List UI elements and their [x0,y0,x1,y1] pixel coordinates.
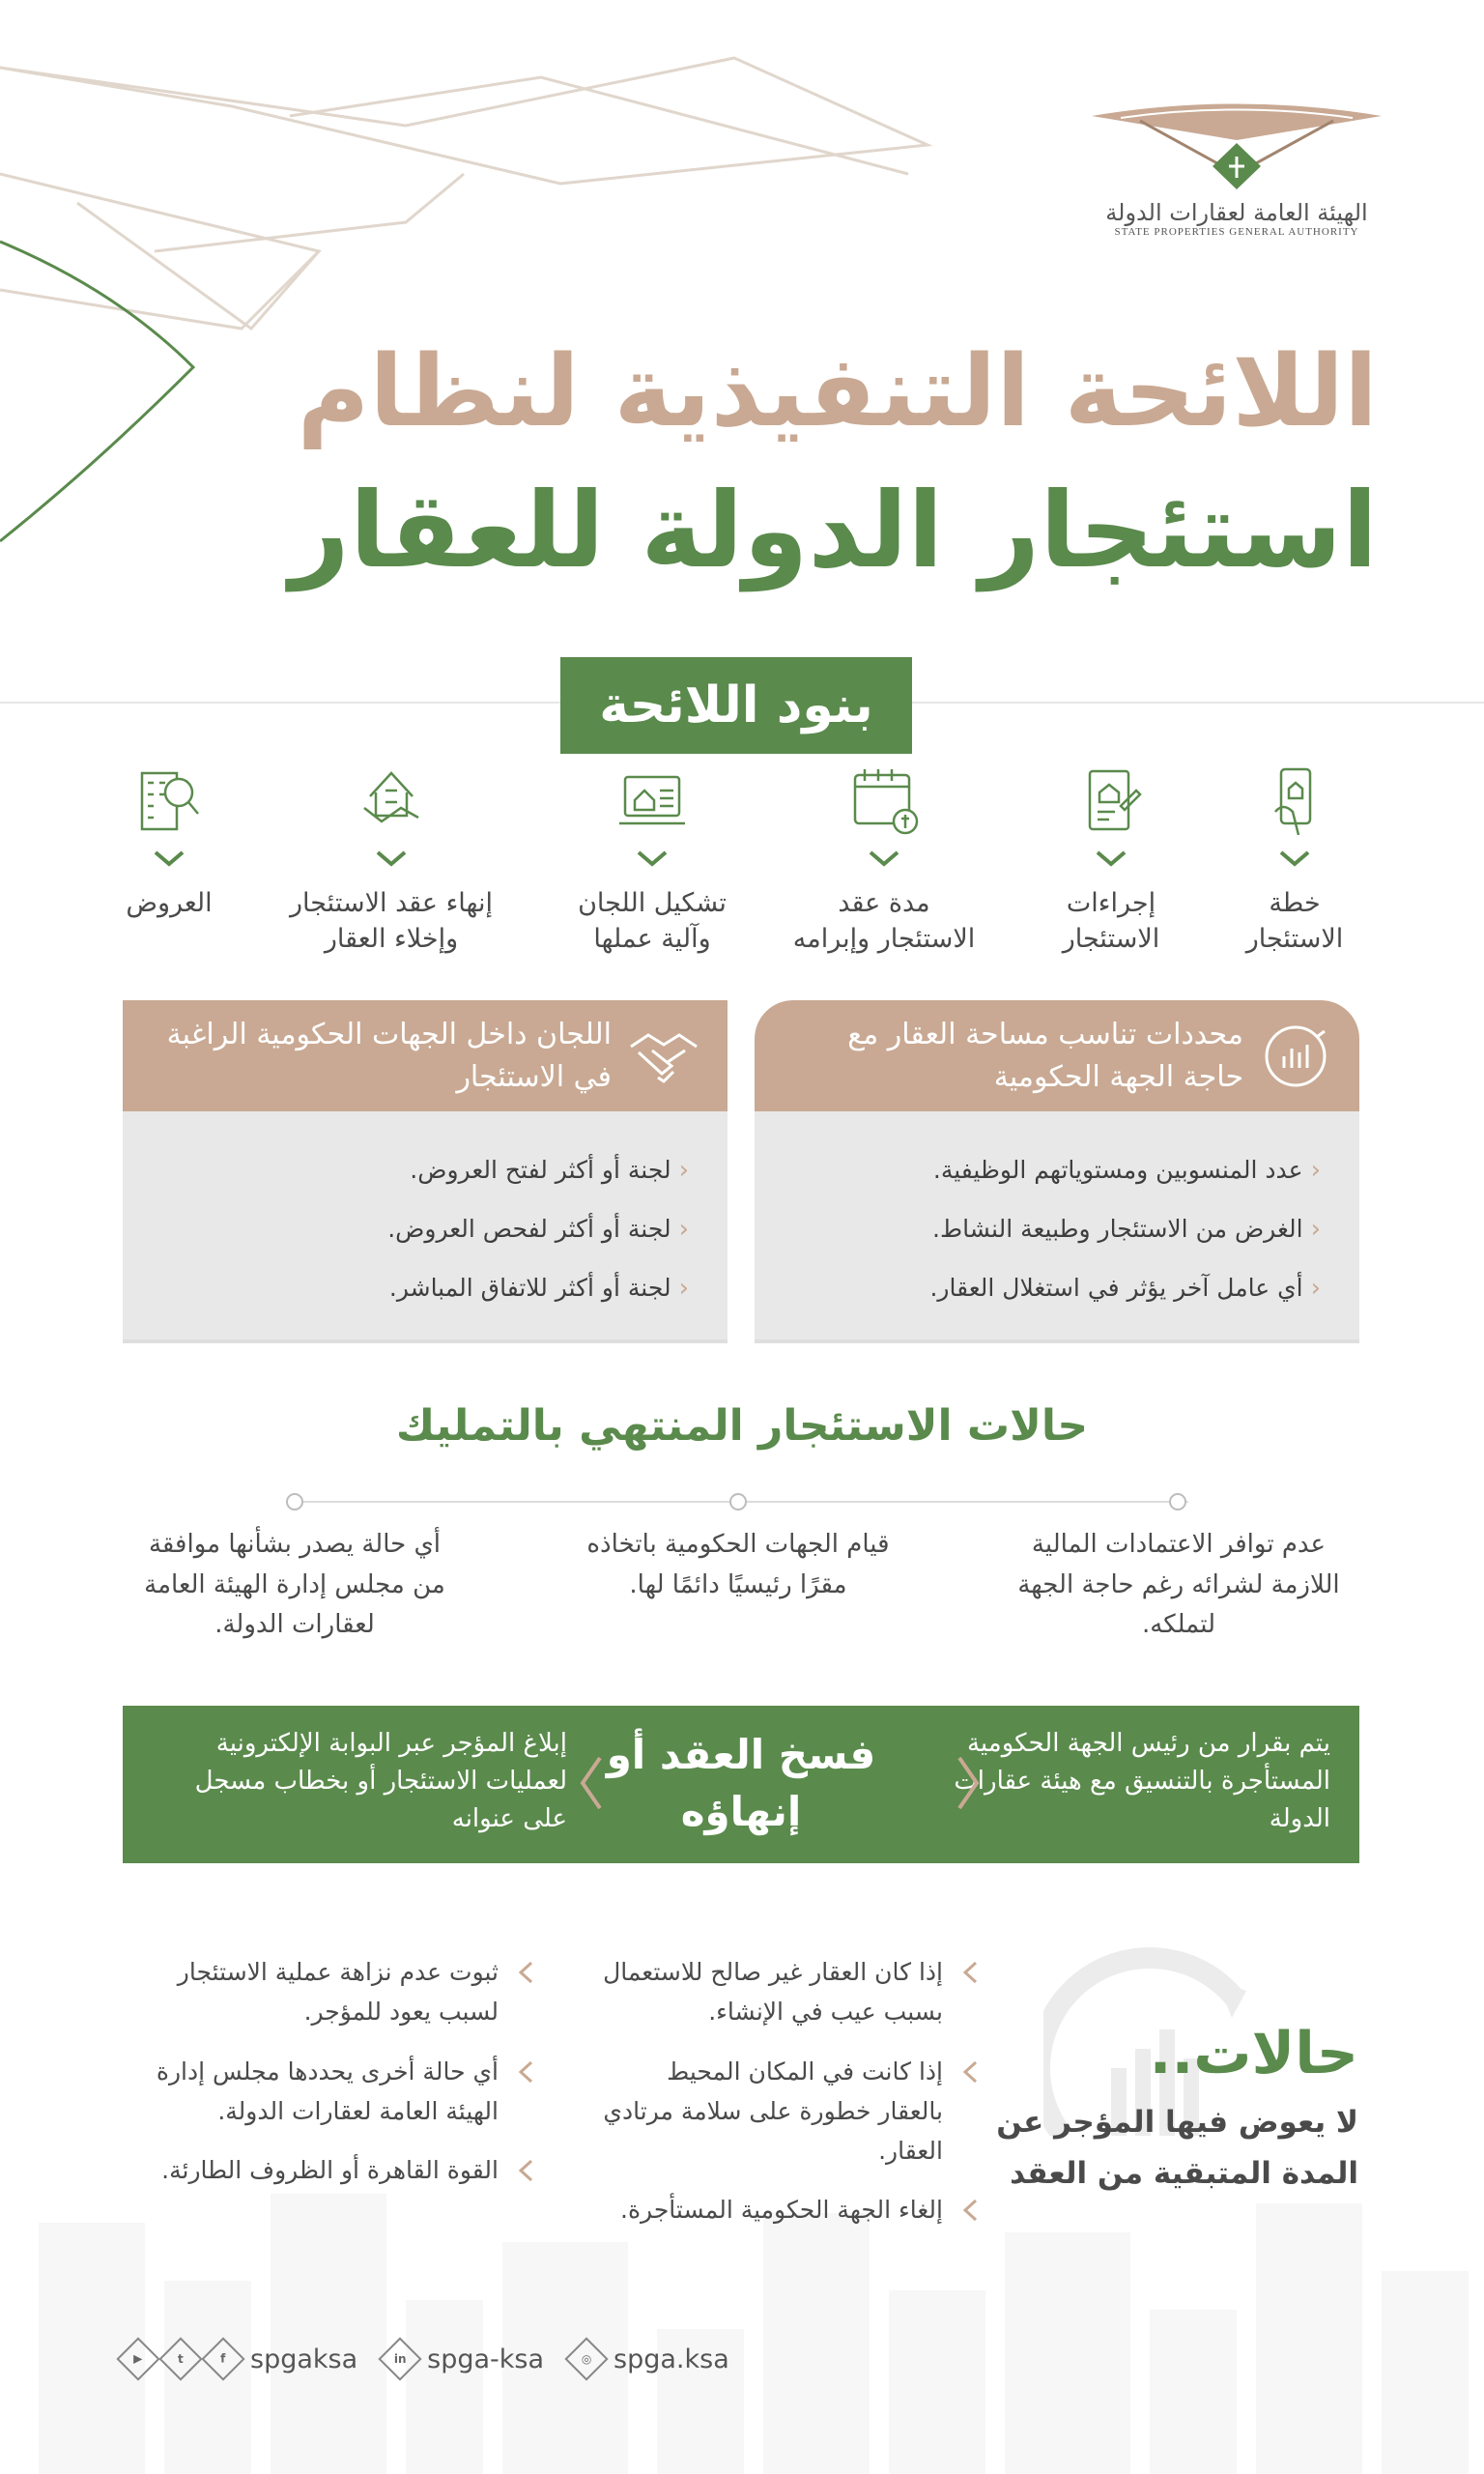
emblem-icon [1082,97,1391,193]
no-comp-list-left [141,1952,537,2209]
angle-left-icon [577,1754,606,1812]
clipboard-edit-icon [1076,763,1146,841]
list-item: إذا كانت في المكان المحيط بالعقار خطورة على سلامة مرتادي العقار. [595,2052,982,2172]
chevron-left-icon [960,1960,982,1985]
timeline-dot [1169,1493,1186,1510]
chevron-down-icon [1275,849,1314,868]
authority-logo [1082,97,1391,238]
termination-bar [123,1706,1359,1863]
lease-case: أي حالة يصدر بشأنها موافقة من مجلس إدارة الهيئة العامة لعقارات الدولة. [144,1530,445,1640]
facebook-icon[interactable]: f [201,2337,244,2380]
handshake-icon [625,1018,702,1095]
termination-left-text: إبلاغ المؤجر عبر البوابة الإلكترونية لعمليات الاستئجار أو بخطاب مسجل على عنوانه [194,1729,567,1833]
list-item: إذا كان العقار غير صالح للاستعمال بسبب عيب في الإنشاء. [595,1952,982,2032]
list-item: القوة القاهرة أو الظروف الطارئة. [141,2150,537,2190]
list-item: إلغاء الجهة الحكومية المستأجرة. [595,2190,982,2229]
laptop-house-icon [617,763,687,841]
item-label: العروض [126,888,213,918]
instagram-icon[interactable]: ◎ [564,2337,608,2380]
termination-title: فسخ العقد أو إنهاؤه [606,1731,876,1835]
item-label: إجراءات الاستئجار [1062,888,1160,955]
twitter-icon[interactable]: t [158,2337,202,2380]
item-duration [778,763,990,958]
panel-title: اللجان داخل الجهات الحكومية الراغبة في الاستئجار [166,1018,612,1094]
panel-header [755,1000,1359,1111]
panel-list [755,1111,1359,1343]
item-termination [285,763,498,958]
logo-name-en: STATE PROPERTIES GENERAL AUTHORITY [1114,226,1359,238]
chevron-left-icon [516,2059,537,2085]
handle-spga-ksa-ig[interactable]: spga.ksa [614,2344,729,2374]
panel-header [123,1000,728,1111]
panel-committees [123,1000,728,1343]
chevron-left-icon: ‹ [678,1155,689,1185]
no-comp-title: حالات.. [1149,2020,1358,2087]
no-comp-list-right [595,1952,982,2250]
chevron-down-icon [865,849,903,868]
chevron-left-icon: ‹ [1310,1273,1321,1303]
termination-right-text: يتم بقرار من رئيس الجهة الحكومية المستأجرة بالتنسيق مع هيئة عقارات الدولة [954,1729,1330,1833]
chart-cycle-icon [1257,1018,1334,1095]
handshake-house-icon [357,763,426,841]
youtube-icon[interactable]: ▶ [116,2337,159,2380]
calendar-money-icon [849,763,919,841]
panel-area-determinants [755,1000,1359,1343]
item-label: إنهاء عقد الاستئجار وإخلاء العقار [289,888,493,955]
list-item: ‹ أي عامل آخر يؤثر في استغلال العقار. [929,1273,1321,1303]
chevron-left-icon [516,1960,537,1985]
timeline-dot [286,1493,303,1510]
list-item: ‹ عدد المنسوبين ومستوياتهم الوظيفية. [932,1155,1321,1185]
list-item: ‹ لجنة أو أكثر لفتح العروض. [410,1155,689,1185]
item-plan [1188,763,1401,958]
linkedin-icon[interactable]: in [379,2337,422,2380]
chevron-left-icon [960,2198,982,2223]
item-committees [546,763,758,958]
section-badge: بنود اللائحة [560,657,912,754]
item-label: تشكيل اللجان وآلية عملها [578,888,727,955]
chevron-left-icon [516,2158,537,2183]
building-search-icon [134,763,204,841]
handle-spga-ksa[interactable]: spga-ksa [427,2344,545,2374]
chevron-down-icon [633,849,671,868]
list-item: أي حالة أخرى يحددها مجلس إدارة الهيئة العامة لعقارات الدولة. [141,2052,537,2132]
chevron-left-icon: ‹ [1310,1214,1321,1244]
item-label: مدة عقد الاستئجار وإبرامه [792,888,976,955]
title-line-1: اللائحة التنفيذية لنظام [297,334,1378,449]
lease-case: قيام الجهات الحكومية باتخاذه مقرًا رئيسيًا دائمًا لها. [586,1530,890,1599]
chevron-down-icon [150,849,188,868]
panel-list [123,1111,728,1343]
lease-to-own-title: حالات الاستئجار المنتهي بالتمليك [395,1401,1089,1451]
chevron-left-icon: ‹ [678,1214,689,1244]
phone-building-icon [1260,763,1329,841]
item-offers [63,763,275,921]
lease-case: عدم توافر الاعتمادات المالية اللازمة لشرائه رغم حاجة الجهة لتملكه. [1017,1530,1340,1640]
title-line-2: استئجار الدولة للعقار [289,471,1378,591]
chevron-left-icon: ‹ [678,1273,689,1303]
handle-spgaksa[interactable]: spgaksa [250,2344,358,2374]
list-item: ‹ لجنة أو أكثر لفحص العروض. [387,1214,689,1244]
chevron-down-icon [372,849,411,868]
chevron-left-icon [960,2059,982,2085]
angle-right-icon [954,1754,983,1812]
item-label: خطة الاستئجار [1245,888,1344,955]
social-footer [123,2344,756,2374]
list-item: ‹ الغرض من الاستئجار وطبيعة النشاط. [932,1214,1321,1244]
chevron-left-icon: ‹ [1310,1155,1321,1185]
logo-name-ar: الهيئة العامة لعقارات الدولة [1105,199,1368,226]
list-item: ثبوت عدم نزاهة عملية الاستئجار لسبب يعود للمؤجر. [141,1952,537,2032]
chevron-down-icon [1092,849,1130,868]
panel-title: محددات تناسب مساحة العقار مع حاجة الجهة الحكومية [847,1018,1243,1094]
timeline-dot [729,1493,747,1510]
list-item: ‹ لجنة أو أكثر للاتفاق المباشر. [388,1273,689,1303]
item-procedures [1005,763,1217,958]
no-comp-subtitle: لا يعوض فيها المؤجر عن المدة المتبقية من العقد [996,2105,1358,2191]
